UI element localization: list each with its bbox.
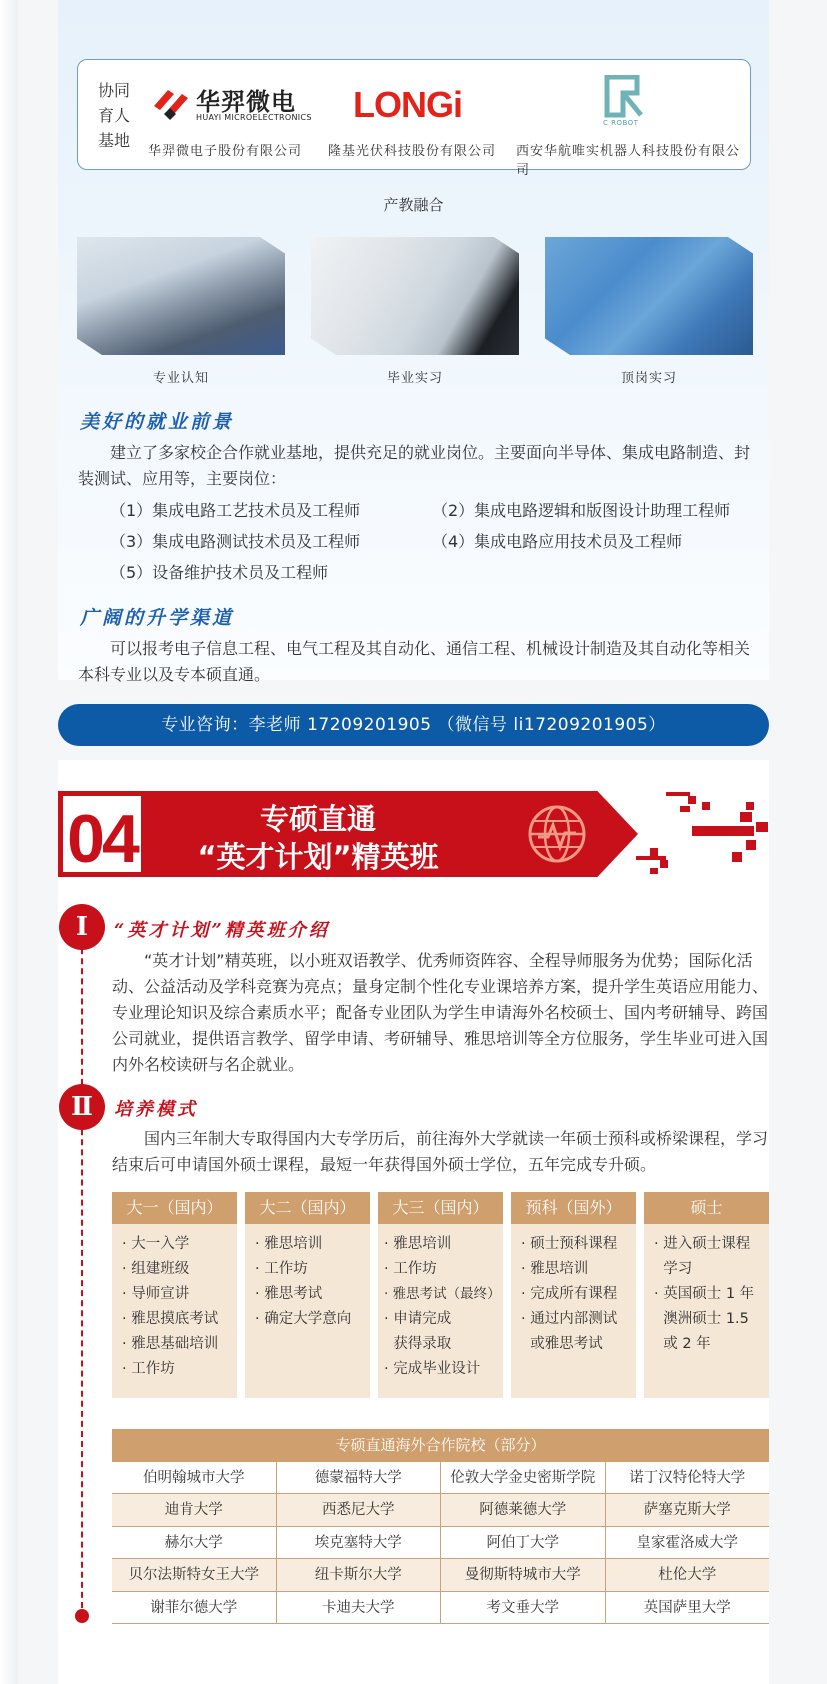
further-study-heading: 广阔的升学渠道 bbox=[80, 607, 235, 629]
section1-text: “英才计划”精英班，以小班双语教学、优秀师资阵容、全程导师服务为优势；国际化活动、公益活动及学科竞赛为亮点；量身定制个性化专业课培养方案，提升学生英语应用能力、专业理论知识及综合素质水平；配备专业团队为学生申请海外名校硕士、国内考研辅导、跨国公司就业，提供语言教学、留学申请、考研辅导、雅思培训等全方位服务，学生毕业可进入国内外名校读研与名企就业。 bbox=[112, 951, 769, 1074]
job-item-1: （1）集成电路工艺技术员及工程师 bbox=[110, 501, 361, 520]
stage-item: · 工作坊 bbox=[384, 1261, 437, 1277]
table-cell: 阿伯丁大学 bbox=[441, 1527, 606, 1558]
table-cell: 纽卡斯尔大学 bbox=[277, 1559, 442, 1590]
page-margin bbox=[0, 0, 18, 1684]
stage-item: · 组建班级 bbox=[122, 1261, 190, 1277]
integration-title: 产教融合 bbox=[383, 196, 444, 214]
partner-label: 协同育人基地 bbox=[97, 81, 130, 150]
company-name-cr: 西安华航唯实机器人科技股份有限公司 bbox=[516, 144, 741, 178]
table-cell: 埃克塞特大学 bbox=[277, 1527, 442, 1558]
banner-number: 04 bbox=[67, 801, 137, 877]
factory-visit-photo bbox=[77, 237, 285, 355]
globe-icon bbox=[526, 803, 588, 865]
huayi-logo bbox=[150, 80, 320, 126]
stage-item: · 进入硕士课程 bbox=[654, 1236, 751, 1252]
timeline-end-dot bbox=[75, 1609, 89, 1623]
partner-box bbox=[77, 59, 751, 178]
huayi-logo-en: HUAYI MICROELECTRONICS bbox=[196, 113, 312, 122]
timeline-line bbox=[81, 918, 83, 1618]
employment-intro: 建立了多家校企合作就业基地，提供充足的就业岗位。主要面向半导体、集成电路制造、封装测试、应用等，主要岗位： bbox=[78, 443, 751, 488]
stage-column-3 bbox=[378, 1192, 503, 1398]
stage-item: · 工作坊 bbox=[122, 1361, 175, 1377]
consult-bar: 专业咨询：李老师 17209201905 （微信号 li17209201905） bbox=[58, 704, 769, 746]
banner-title-line1: 专硕直通 bbox=[259, 802, 376, 836]
table-row bbox=[112, 1592, 769, 1624]
stage-item: · 雅思培训 bbox=[521, 1261, 589, 1277]
cr-mark-icon bbox=[603, 75, 649, 119]
stage-item: · 完成毕业设计 bbox=[384, 1361, 481, 1377]
table-cell: 阿德莱德大学 bbox=[441, 1494, 606, 1525]
stage-item: 或 2 年 bbox=[654, 1336, 711, 1352]
stage-item: · 英国硕士 1 年 bbox=[654, 1286, 755, 1302]
section2-heading: 培养模式 bbox=[114, 1099, 198, 1120]
table-cell: 萨塞克斯大学 bbox=[643, 1502, 731, 1519]
stage-item: · 雅思培训 bbox=[255, 1236, 323, 1252]
stage-column-1 bbox=[112, 1192, 237, 1398]
company-name-huayi: 华羿微电子股份有限公司 bbox=[148, 144, 303, 159]
table-row bbox=[112, 1559, 769, 1591]
section-numeral-1: Ⅰ bbox=[59, 904, 105, 950]
stage-title: 大一（国内） bbox=[112, 1192, 237, 1224]
table-row bbox=[112, 1527, 769, 1559]
table-cell: 英国萨里大学 bbox=[643, 1599, 731, 1616]
table-cell: 诺丁汉特伦特大学 bbox=[629, 1470, 746, 1486]
further-study-text: 可以报考电子信息工程、电气工程及其自动化、通信工程、机械设计制造及其自动化等相关本科专业以及专本硕直通。 bbox=[78, 639, 751, 684]
stage-title: 大二（国内） bbox=[245, 1192, 370, 1224]
stage-item: · 工作坊 bbox=[255, 1261, 308, 1277]
cleanroom-photo bbox=[311, 237, 519, 355]
stage-title: 硕士 bbox=[644, 1192, 769, 1224]
table-cell: 西悉尼大学 bbox=[277, 1494, 442, 1525]
cr-logo-sub: C ROBOT bbox=[603, 119, 639, 127]
stage-column-2 bbox=[245, 1192, 370, 1398]
stage-item: · 通过内部测试 bbox=[521, 1311, 618, 1327]
stage-item: 或雅思考试 bbox=[521, 1336, 603, 1352]
table-cell: 杜伦大学 bbox=[658, 1567, 717, 1584]
table-cell: 卡迪夫大学 bbox=[277, 1592, 442, 1623]
stage-item: · 完成所有课程 bbox=[521, 1286, 618, 1302]
workshop-photo bbox=[545, 237, 753, 355]
table-row bbox=[112, 1494, 769, 1526]
stage-column-4 bbox=[511, 1192, 636, 1398]
longi-logo bbox=[353, 78, 473, 126]
employment-heading: 美好的就业前景 bbox=[80, 411, 235, 433]
stage-item: · 硕士预科课程 bbox=[521, 1236, 618, 1252]
stage-item: 获得录取 bbox=[384, 1336, 452, 1352]
table-cell: 伦敦大学金史密斯学院 bbox=[441, 1462, 606, 1493]
longi-logo-text: LONGi bbox=[353, 84, 462, 125]
stage-item: 澳洲硕士 1.5 bbox=[654, 1311, 749, 1327]
photo-caption-2: 毕业实习 bbox=[386, 371, 443, 386]
section1-heading: “英才计划”精英班介绍 bbox=[114, 920, 330, 941]
stage-item: · 申请完成 bbox=[384, 1311, 452, 1327]
job-item-4: （4）集成电路应用技术员及工程师 bbox=[432, 532, 683, 551]
section2-text: 国内三年制大专取得国内大专学历后，前往海外大学就读一年硕士预科或桥梁课程，学习结束后可申请国外硕士课程，最短一年获得国外硕士学位，五年完成专升硕。 bbox=[112, 1129, 769, 1174]
photo-caption-3: 顶岗实习 bbox=[620, 371, 677, 386]
table-cell: 曼彻斯特城市大学 bbox=[441, 1559, 606, 1590]
table-cell: 谢菲尔德大学 bbox=[112, 1592, 277, 1623]
stage-item: · 导师宣讲 bbox=[122, 1286, 190, 1302]
huayi-logo-text: 华羿微电 bbox=[196, 88, 296, 116]
table-row bbox=[112, 1462, 769, 1494]
job-item-2: （2）集成电路逻辑和版图设计助理工程师 bbox=[432, 501, 731, 520]
stage-item: · 确定大学意向 bbox=[255, 1311, 352, 1327]
stage-item: 学习 bbox=[654, 1261, 693, 1277]
table-cell: 德蒙福特大学 bbox=[277, 1462, 442, 1493]
huayi-mark-icon bbox=[150, 80, 194, 124]
banner-title-line2: “英才计划”精英班 bbox=[197, 840, 439, 874]
section-banner bbox=[58, 791, 638, 877]
table-cell: 赫尔大学 bbox=[112, 1527, 277, 1558]
job-item-3: （3）集成电路测试技术员及工程师 bbox=[110, 532, 361, 551]
photo-caption-1: 专业认知 bbox=[152, 371, 209, 386]
table-cell: 贝尔法斯特女王大学 bbox=[112, 1559, 277, 1590]
stage-column-5 bbox=[644, 1192, 769, 1398]
stage-item: · 雅思基础培训 bbox=[122, 1336, 219, 1352]
stage-item: · 大一入学 bbox=[122, 1236, 190, 1252]
cr-logo bbox=[603, 75, 649, 131]
stage-item: · 雅思摸底考试 bbox=[122, 1311, 219, 1327]
banner-number-box bbox=[60, 793, 144, 875]
stage-title: 预科（国外） bbox=[511, 1192, 636, 1224]
table-cell: 伯明翰城市大学 bbox=[112, 1462, 277, 1493]
university-table bbox=[112, 1429, 769, 1624]
university-table-title: 专硕直通海外合作院校（部分） bbox=[112, 1429, 769, 1462]
table-cell: 考文垂大学 bbox=[441, 1592, 606, 1623]
job-item-5: （5）设备维护技术员及工程师 bbox=[110, 563, 329, 582]
stage-item: · 雅思考试 bbox=[255, 1286, 323, 1302]
stage-title: 大三（国内） bbox=[378, 1192, 503, 1224]
section-numeral-2: Ⅱ bbox=[59, 1084, 105, 1130]
stage-item: · 雅思考试（最终） bbox=[384, 1286, 501, 1302]
company-name-longi: 隆基光伏科技股份有限公司 bbox=[328, 144, 497, 159]
table-cell: 皇家霍洛威大学 bbox=[636, 1534, 738, 1551]
stage-item: · 雅思培训 bbox=[384, 1236, 452, 1252]
table-cell: 迪肯大学 bbox=[112, 1494, 277, 1525]
